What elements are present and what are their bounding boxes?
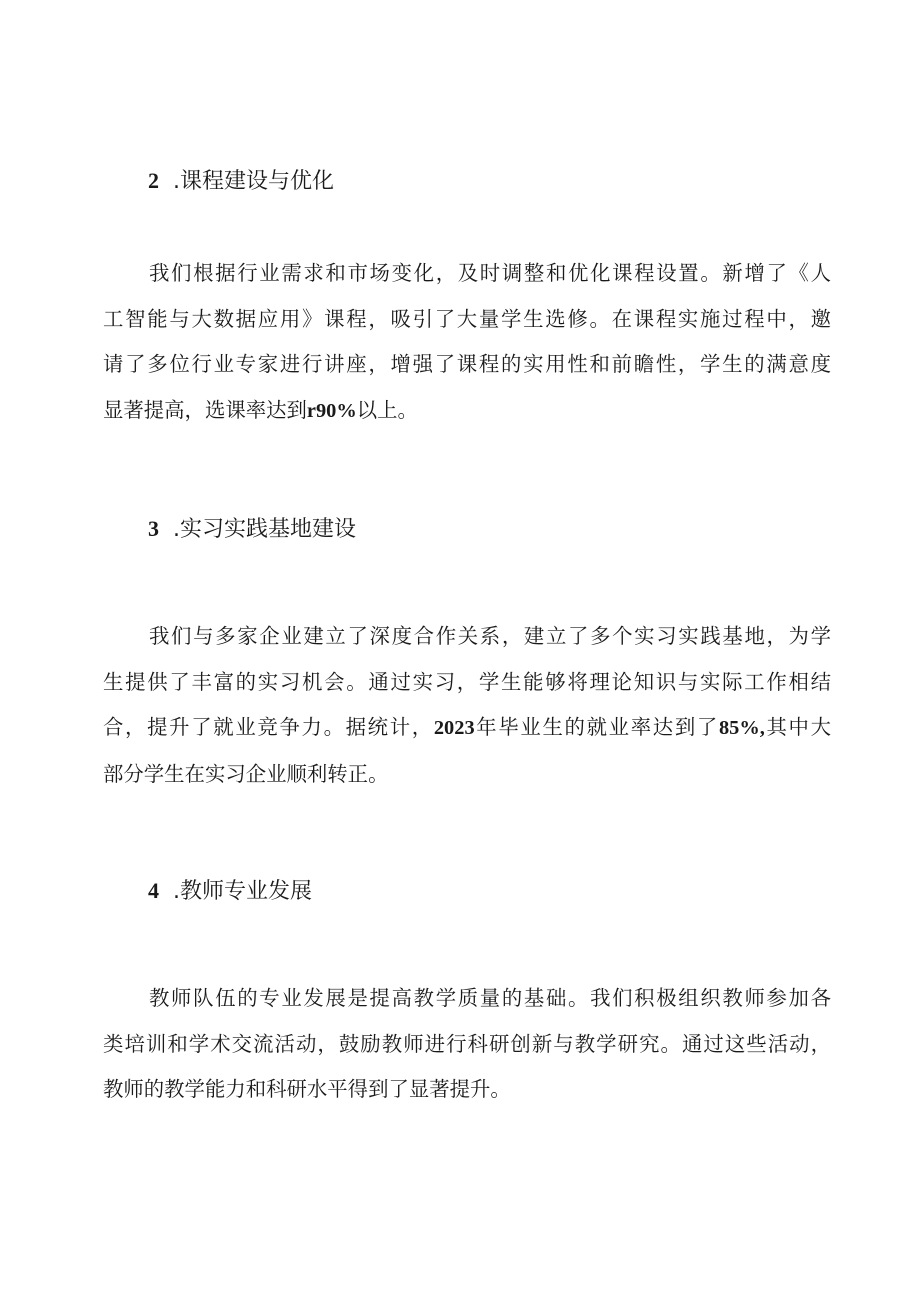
section-title: .实习实践基地建设	[173, 517, 356, 542]
section-title: .课程建设与优化	[173, 169, 334, 194]
bold-figure: 2023	[433, 717, 475, 739]
section-title: .教师专业发展	[173, 879, 312, 904]
section-number: 4	[148, 878, 159, 903]
section-number: 3	[148, 516, 159, 541]
paragraph-line: 教师的教学能力和科研水平得到了显著提升。	[103, 1077, 511, 1101]
bold-figure: 85%,	[718, 717, 765, 739]
paragraph-line: 我们与多家企业建立了深度合作关系，建立了多个实习实践基地，为学	[149, 624, 831, 648]
section-number: 2	[148, 168, 159, 193]
section-paragraph	[103, 251, 831, 434]
bold-figure: r90%	[306, 399, 357, 422]
section-heading	[148, 166, 334, 197]
paragraph-line: 教师队伍的专业发展是提高教学质量的基础。我们积极组织教师参加各	[149, 986, 831, 1010]
section-paragraph	[103, 614, 831, 797]
section-heading	[148, 876, 312, 907]
paragraph-line: 生提供了丰富的实习机会。通过实习，学生能够将理论知识与实际工作相结	[103, 669, 831, 694]
section-heading	[148, 514, 356, 545]
paragraph-line: 工智能与大数据应用》课程，吸引了大量学生选修。在课程实施过程中，邀	[103, 306, 831, 331]
paragraph-line: 部分学生在实习企业顺利转正。	[103, 761, 389, 786]
paragraph-line: 我们根据行业需求和市场变化，及时调整和优化课程设置。新增了《人	[149, 261, 831, 285]
section-paragraph	[103, 976, 831, 1113]
paragraph-line: 请了多位行业专家进行讲座，增强了课程的实用性和前瞻性，学生的满意度	[103, 352, 831, 376]
paragraph-line: 类培训和学术交流活动，鼓励教师进行科研创新与教学研究。通过这些活动，	[103, 1031, 831, 1056]
paragraph-line: 显著提高，选课率达到r90%以上。	[103, 397, 418, 422]
paragraph-line: 合，提升了就业竞争力。据统计，2023年毕业生的就业率达到了85%,其中大	[103, 715, 831, 739]
